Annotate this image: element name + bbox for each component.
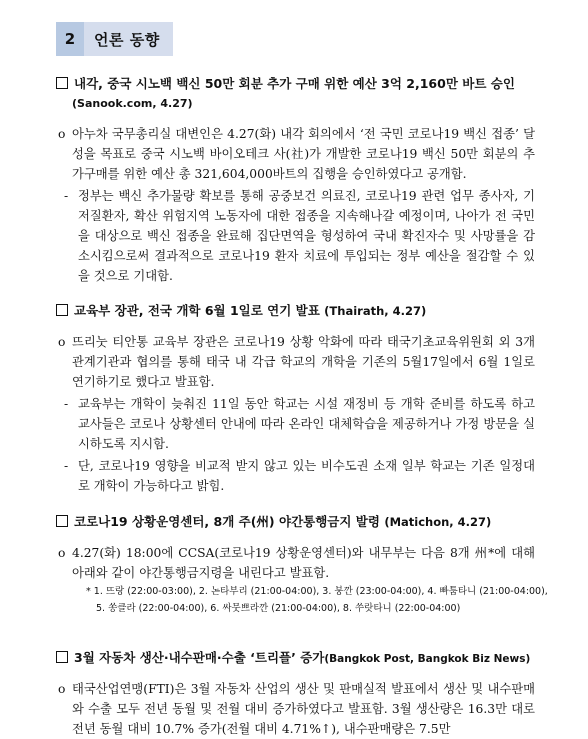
bullet-dash: -	[64, 397, 69, 411]
bullet-o: o	[58, 335, 66, 349]
bullet-o: o	[58, 127, 66, 141]
news-paragraph: 아누차 국무총리실 대변인은 4.27(화) 내각 회의에서 ‘전 국민 코로나19 백신 접종’ 달성을 목표로 중국 시노백 바이오테크 사(社)가 개발한 코로나19 백신 50만 회분의 추가구매를 위한 예산 총 321,604,000바트의 집행을 승인하였다고 공개함.	[72, 127, 535, 181]
checkbox-square-icon	[56, 651, 68, 663]
checkbox-square-icon	[56, 304, 68, 316]
footnote-line: * 1. 뜨랑 (22:00-03:00), 2. 논타부리 (21:00-04:00), 3. 붕깐 (23:00-04:00), 4. 빠툼타니 (21:00-04:00),	[86, 586, 548, 597]
footnote-line: 5. 쏭클라 (22:00-04:00), 6. 싸뭇쁘라깐 (21:00-04:00), 8. 쑤랏타니 (22:00-04:00)	[96, 603, 461, 614]
news-paragraph: 4.27(화) 18:00에 CCSA(코로나19 상황운영센터)와 내무부는 다음 8개 州*에 대해 아래와 같이 야간통행금지령을 내린다고 발표함.	[72, 546, 535, 580]
bullet-o: o	[58, 682, 66, 696]
news-source: (Sanook.com, 4.27)	[72, 97, 193, 110]
news-item-title: 내각, 중국 시노백 백신 50만 회분 추가 구매 위한 예산 3억 2,160만 바트 승인	[56, 74, 515, 94]
news-paragraph: 태국산업연맹(FTI)은 3월 자동차 산업의 생산 및 판매실적 발표에서 생산 및 내수판매와 수출 모두 전년 동월 및 전월 대비 증가하였다고 발표함. 3월 생산량은 16.3만 대로 전년 동월 대비 10.7% 증가(전월 대비 4.71%↑), 내수판매량은 7.5만	[72, 682, 535, 736]
bullet-dash: -	[64, 189, 69, 203]
news-item-title: 교육부 장관, 전국 개학 6월 1일로 연기 발표 (Thairath, 4.27)	[56, 301, 426, 321]
news-sub-paragraph: 단, 코로나19 영향을 비교적 받지 않고 있는 비수도권 소재 일부 학교는 기존 일정대로 개학이 가능하다고 밝힘.	[78, 459, 535, 493]
news-sub-paragraph: 정부는 백신 추가물량 확보를 통해 공중보건 의료진, 코로나19 관련 업무 종사자, 기저질환자, 확산 위험지역 노동자에 대한 접종을 지속해나갈 예정이며, 나아가 전 국민을 대상으로 백신 접종을 완료해 집단면역을 형성하여 국내 확진자수 및 사망률을 감소시킴으로써 결과적으로 코로나19 환자 치료에 투입되는 정부 예산을 절감할 수 있을 것으로 기대함.	[78, 189, 535, 283]
checkbox-square-icon	[56, 515, 68, 527]
news-sub-paragraph: 교육부는 개학이 늦춰진 11일 동안 학교는 시설 재정비 등 개학 준비를 하도록 하고 교사들은 코로나 상황센터 안내에 따라 온라인 대체학습을 제공하거나 가정 방문을 실시하도록 지시함.	[78, 397, 535, 451]
section-title: 언론 동향	[84, 22, 173, 56]
bullet-dash: -	[64, 459, 69, 473]
news-paragraph: 뜨리눗 티안통 교육부 장관은 코로나19 상황 악화에 따라 태국기초교육위원회 외 3개 관계기관과 협의를 통해 태국 내 각급 학교의 개학을 기존의 5월17일에서 6월 1일로 연기하기로 했다고 발표함.	[72, 335, 535, 389]
news-item-title: 코로나19 상황운영센터, 8개 주(州) 야간통행금지 발령 (Matichon, 4.27)	[56, 512, 491, 532]
section-header	[56, 22, 173, 56]
section-number: 2	[56, 22, 84, 56]
news-item-title: 3월 자동차 생산·내수판매·수출 ‘트리플’ 증가(Bangkok Post, Bangkok Biz News)	[56, 648, 530, 669]
bullet-o: o	[58, 546, 66, 560]
checkbox-square-icon	[56, 77, 68, 89]
